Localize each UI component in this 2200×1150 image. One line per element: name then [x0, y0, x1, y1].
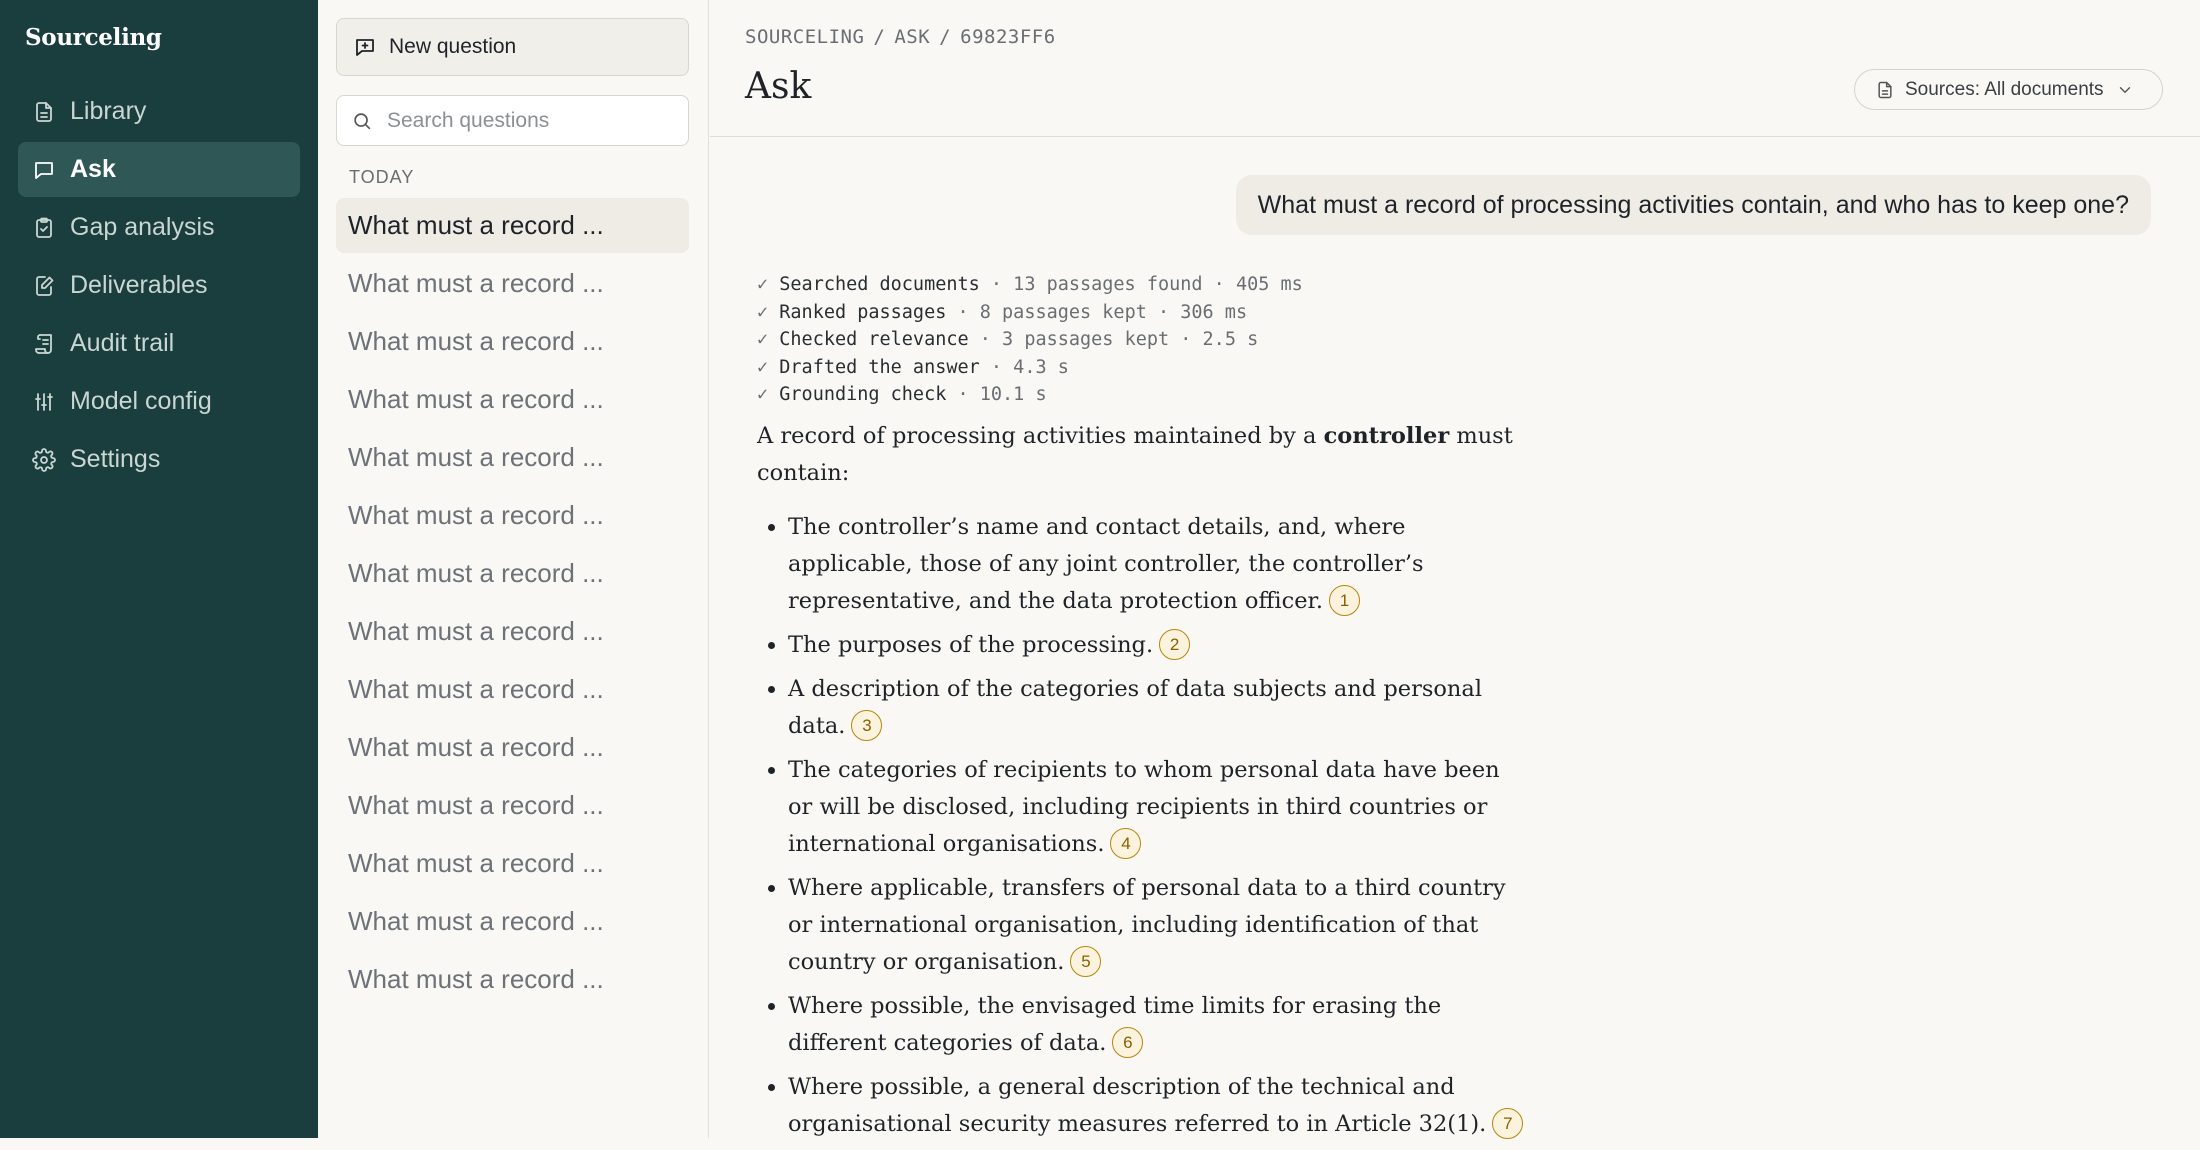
answer-item-text: Where applicable, transfers of personal data to a third country or international organisation, including identification of that country or organisation.	[788, 875, 1506, 975]
answer-item	[788, 627, 1527, 664]
step-label: Grounding check	[779, 384, 947, 405]
question-item[interactable]: What must a record ...	[348, 616, 604, 646]
answer-item	[788, 752, 1527, 863]
answer-item	[788, 988, 1527, 1062]
citation-badge[interactable]: 7	[1492, 1108, 1523, 1139]
citation-badge[interactable]: 1	[1329, 585, 1360, 616]
new-question-label: New question	[389, 35, 517, 58]
step-label: Drafted the answer	[779, 356, 980, 378]
step-detail: · 10.1 s	[946, 384, 1047, 405]
answer-item	[788, 870, 1527, 981]
question-item[interactable]: What must a record ...	[348, 732, 604, 762]
nav-item-label: Settings	[70, 445, 161, 473]
new-chat-icon	[353, 35, 377, 59]
intro-text: must contain:	[757, 423, 1513, 486]
nav-item-deliverables[interactable]	[18, 258, 300, 313]
breadcrumb-separator: /	[939, 26, 952, 48]
document-icon	[32, 100, 56, 124]
brand-logo[interactable]: Sourceling	[25, 24, 162, 51]
question-item[interactable]: What must a record ...	[348, 790, 604, 820]
answer-item	[788, 509, 1527, 620]
chat-icon	[32, 158, 56, 182]
sources-label: Sources: All documents	[1905, 78, 2104, 100]
nav-item-ask[interactable]	[18, 142, 300, 197]
nav-item-label: Library	[70, 97, 147, 125]
citation-badge[interactable]: 5	[1070, 946, 1101, 977]
pipeline-steps	[757, 271, 1303, 409]
sliders-icon	[32, 390, 56, 414]
pipeline-step	[757, 271, 1303, 299]
check-icon: ✓	[757, 301, 780, 323]
nav-item-audit-trail[interactable]	[18, 316, 300, 371]
check-icon: ✓	[757, 384, 780, 405]
pipeline-step	[757, 299, 1303, 327]
step-label: Searched documents	[779, 274, 980, 295]
breadcrumb-separator: /	[873, 26, 886, 48]
questions-panel	[318, 0, 709, 1138]
new-question-button[interactable]	[336, 18, 689, 76]
nav-item-settings[interactable]	[18, 432, 300, 487]
main-content	[710, 0, 2200, 1138]
scroll-icon	[32, 332, 56, 356]
question-item[interactable]: What must a record ...	[348, 268, 604, 298]
nav-item-library[interactable]	[18, 84, 300, 139]
nav-item-gap-analysis[interactable]	[18, 200, 300, 255]
check-icon: ✓	[757, 329, 780, 350]
step-detail: · 8 passages kept · 306 ms	[946, 301, 1248, 323]
intro-emphasis: controller	[1323, 423, 1450, 449]
chevron-down-icon	[2116, 81, 2134, 99]
main-nav	[0, 0, 318, 1138]
answer-item-text: The controller’s name and contact details, and, where applicable, those of any joint controller, the controller’s representative, and the data protection officer.	[788, 514, 1424, 614]
question-item[interactable]: What must a record ...	[348, 500, 604, 530]
question-item[interactable]: What must a record ...	[348, 558, 604, 588]
nav-item-label: Ask	[70, 155, 116, 183]
answer-item-text: A description of the categories of data subjects and personal data.	[788, 676, 1483, 739]
clipboard-icon	[32, 216, 56, 240]
user-question-bubble: What must a record of processing activities contain, and who has to keep one?	[1236, 175, 2151, 235]
edit-document-icon	[32, 274, 56, 298]
answer-item-text: Where possible, a general description of the technical and organisational security measures referred to in Article 32(1).	[788, 1074, 1487, 1137]
header-divider	[710, 136, 2200, 137]
nav-item-label: Gap analysis	[70, 213, 215, 241]
step-detail: · 3 passages kept · 2.5 s	[968, 329, 1259, 350]
question-item[interactable]: What must a record ...	[348, 442, 604, 472]
citation-badge[interactable]: 2	[1159, 629, 1190, 660]
check-icon: ✓	[757, 274, 780, 295]
answer-item-text: The categories of recipients to whom personal data have been or will be disclosed, including recipients in third countries or international organisations.	[788, 757, 1500, 857]
breadcrumb-item[interactable]: ASK	[894, 26, 931, 48]
step-detail: · 4.3 s	[979, 356, 1069, 378]
search-icon	[351, 110, 373, 132]
question-item[interactable]: What must a record ...	[348, 326, 604, 356]
document-icon	[1875, 80, 1895, 100]
answer-item	[788, 1069, 1527, 1143]
nav-item-model-config[interactable]	[18, 374, 300, 429]
breadcrumb-item: 69823FF6	[960, 26, 1056, 48]
answer-item-text: Where possible, the envisaged time limits for erasing the different categories of data.	[788, 993, 1442, 1056]
answer-item	[788, 671, 1527, 745]
pipeline-step	[757, 326, 1303, 354]
question-item[interactable]: What must a record ...	[348, 964, 604, 994]
question-item[interactable]: What must a record ...	[348, 674, 604, 704]
citation-badge[interactable]: 3	[851, 710, 882, 741]
citation-badge[interactable]: 6	[1112, 1027, 1143, 1058]
nav-item-label: Deliverables	[70, 271, 208, 299]
nav-item-label: Audit trail	[70, 329, 175, 357]
nav-item-label: Model config	[70, 387, 212, 415]
question-item[interactable]: What must a record ...	[348, 384, 604, 414]
nav-list	[18, 84, 300, 490]
question-item[interactable]: What must a record ...	[348, 848, 604, 878]
question-list	[336, 198, 689, 1010]
pipeline-step	[757, 354, 1303, 382]
question-item[interactable]: What must a record ...	[348, 906, 604, 936]
step-detail: · 13 passages found · 405 ms	[979, 274, 1303, 295]
step-label: Ranked passages	[779, 301, 947, 323]
gear-icon	[32, 448, 56, 472]
breadcrumb	[745, 26, 1056, 48]
pipeline-step	[757, 381, 1303, 409]
search-box[interactable]	[336, 95, 689, 146]
answer-item-text: The purposes of the processing.	[788, 632, 1154, 658]
step-label: Checked relevance	[779, 329, 969, 350]
breadcrumb-item[interactable]: SOURCELING	[745, 26, 865, 48]
question-item[interactable]: What must a record ...	[336, 198, 689, 253]
group-label-today: TODAY	[349, 167, 415, 187]
check-icon: ✓	[757, 356, 780, 378]
search-input[interactable]	[385, 108, 675, 134]
citation-badge[interactable]: 4	[1110, 828, 1141, 859]
answer-body	[757, 418, 1527, 1150]
intro-text: A record of processing activities maintained by a	[757, 423, 1324, 449]
page-title: Ask	[745, 66, 812, 107]
answer-intro	[757, 418, 1527, 492]
sources-dropdown[interactable]	[1854, 69, 2163, 110]
answer-list	[757, 509, 1527, 1143]
